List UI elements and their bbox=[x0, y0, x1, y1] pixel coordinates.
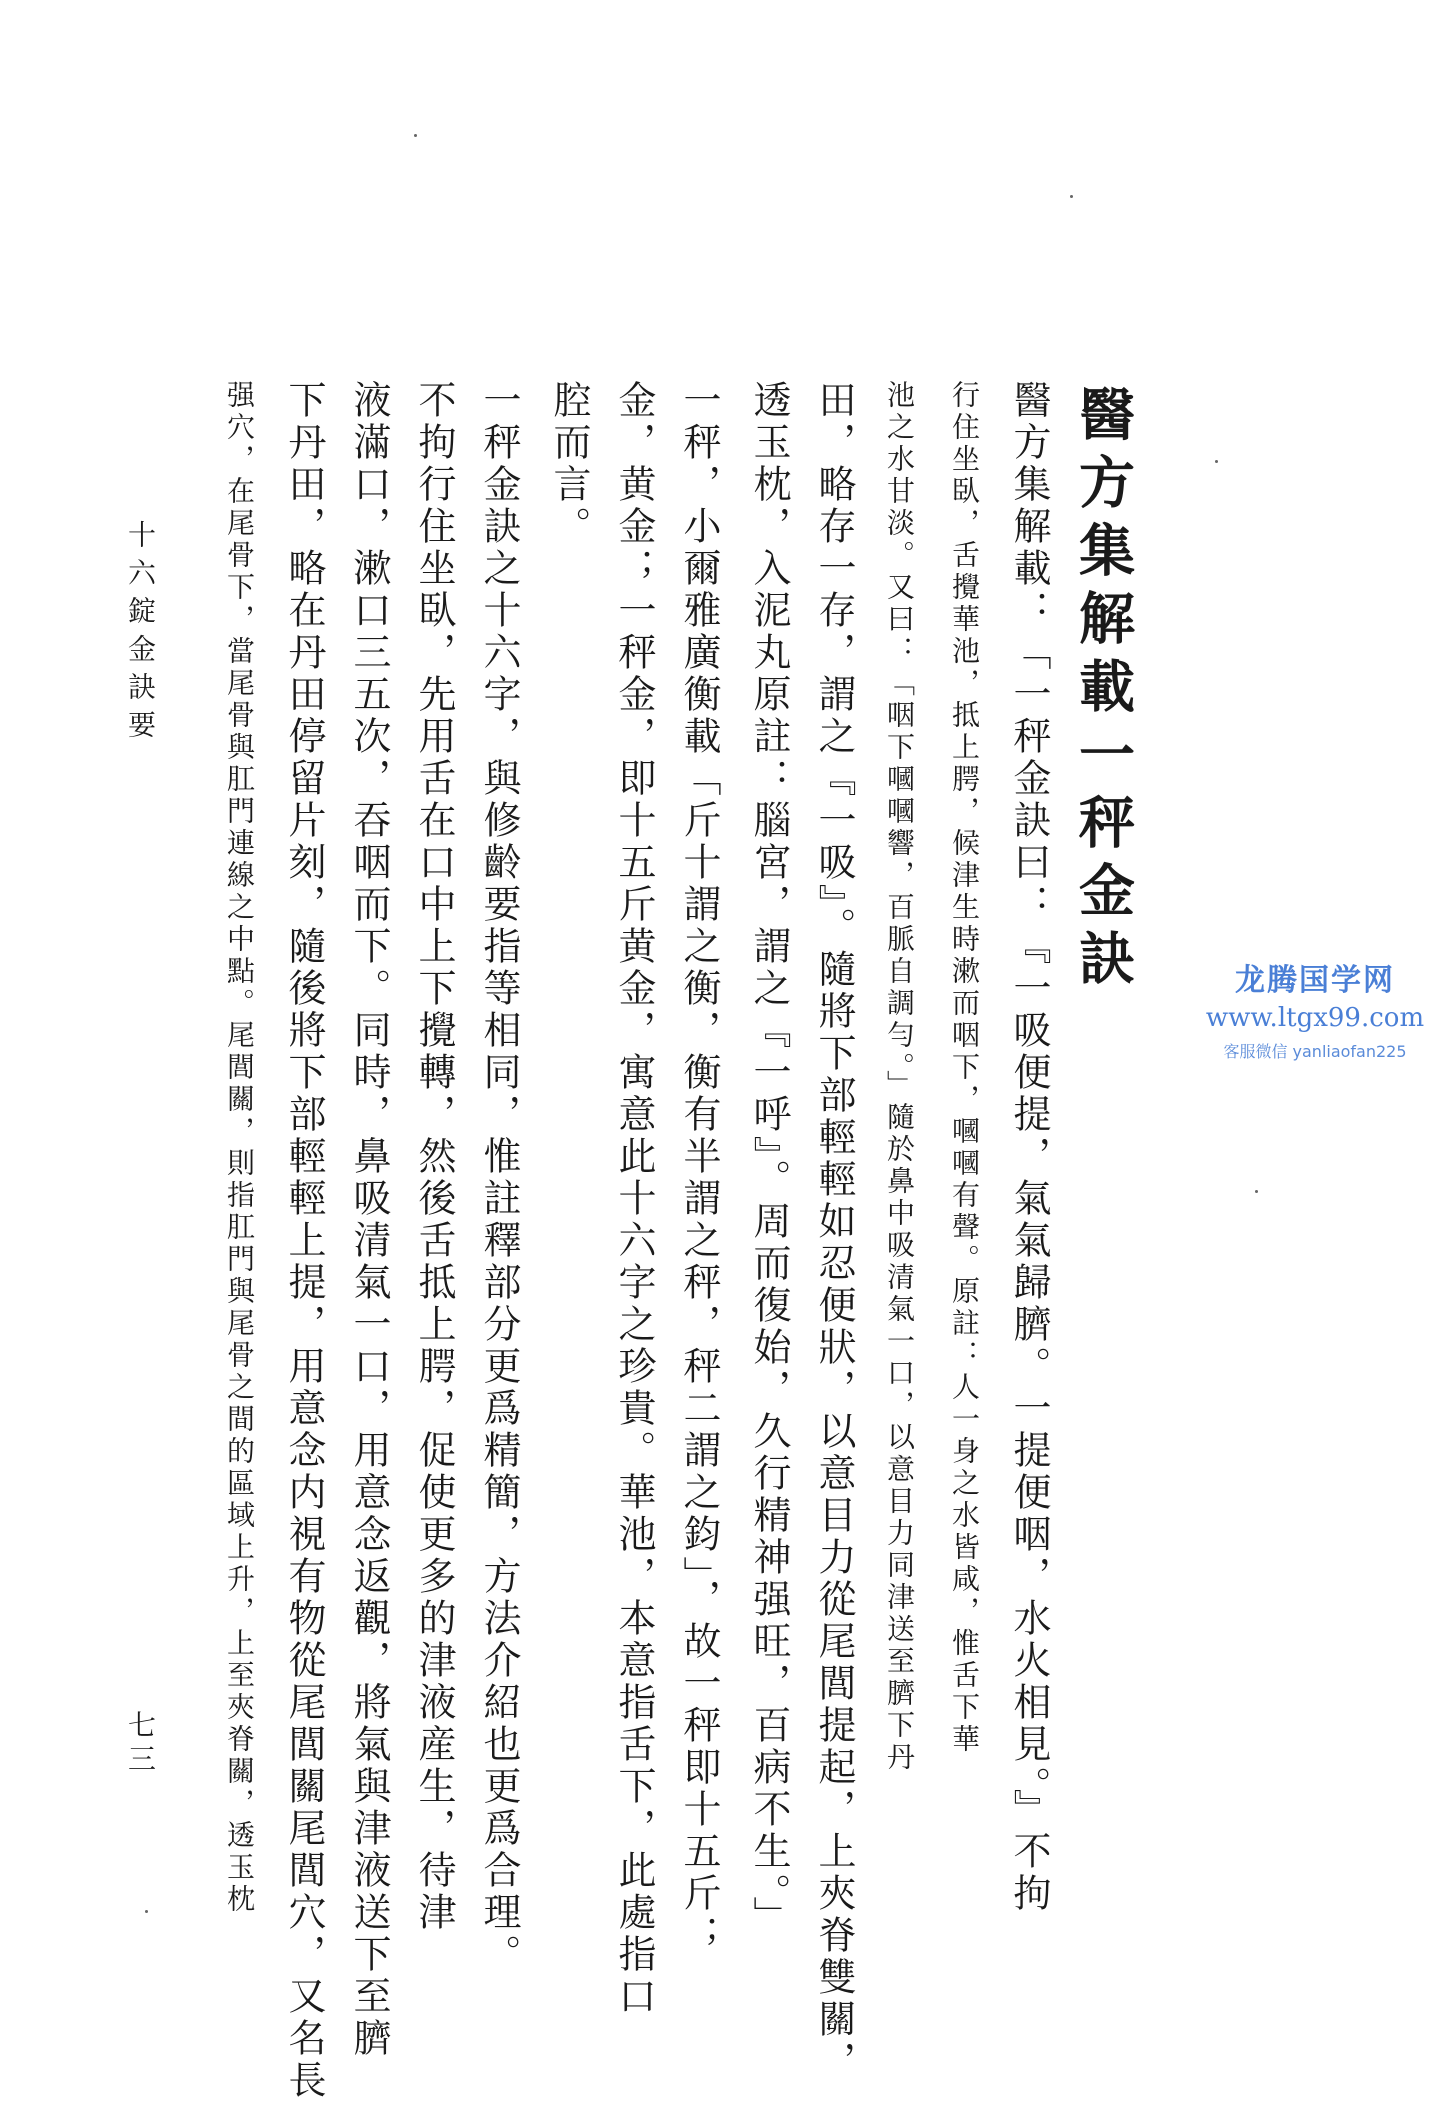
scan-speck bbox=[1070, 195, 1073, 198]
text-column-10: 不拘行住坐臥，先用舌在口中上下攪轉，然後舌抵上腭，促使更多的津液産生，待津 bbox=[412, 380, 456, 1934]
text-column-11: 液滿口，漱口三五次，吞咽而下。同時，鼻吸清氣一口，用意念返觀，將氣與津液送下至臍 bbox=[347, 380, 391, 2060]
page-number: 七三 bbox=[124, 1710, 157, 1778]
page-title: 醫方集解載一秤金訣 bbox=[1070, 385, 1136, 997]
watermark-contact: 客服微信 yanliaofan225 bbox=[1223, 1042, 1407, 1061]
scan-speck bbox=[414, 134, 417, 137]
text-column-7: 金，黄金；一秤金，即十五斤黄金，寓意此十六字之珍貴。華池，本意指舌下，此處指口 bbox=[612, 380, 656, 2018]
text-column-4: 田，略存一存，謂之『一吸』。隨將下部輕輕如忍便狀，以意目力從尾閭提起，上夾脊雙關， bbox=[812, 380, 856, 2083]
scan-speck bbox=[1255, 1190, 1258, 1193]
text-column-13: 强穴，在尾骨下，當尾骨與肛門連線之中點。尾閭關，則指肛門與尾骨之間的區域上升，上至夾脊關，透玉枕 bbox=[223, 380, 256, 1916]
watermark bbox=[1180, 955, 1440, 1062]
scan-speck bbox=[1215, 460, 1218, 463]
text-column-9: 一秤金訣之十六字，與修齡要指等相同，惟註釋部分更爲精簡，方法介紹也更爲合理。 bbox=[477, 380, 521, 1976]
text-column-5: 透玉枕，入泥丸原註：腦宮，謂之『一呼』。周而復始，久行精神强旺，百病不生。」 bbox=[747, 380, 791, 1938]
text-column-8: 腔而言。 bbox=[547, 380, 591, 548]
watermark-title: 龙腾国学网 bbox=[1235, 963, 1395, 998]
text-column-1: 醫方集解載：「一秤金訣曰：『一吸便提，氣氣歸臍。一提便咽，水火相見。』不拘 bbox=[1007, 380, 1051, 1915]
running-head: 十六錠金訣要 bbox=[124, 520, 157, 748]
text-column-12: 下丹田，略在丹田停留片刻，隨後將下部輕輕上提，用意念内視有物從尾閭關尾閭穴，又名長 bbox=[282, 380, 326, 2102]
text-column-2: 行住坐臥，舌攪華池，抵上腭，候津生時漱而咽下，嘓嘓有聲。原註：人一身之水皆咸，惟舌下華 bbox=[948, 380, 981, 1756]
text-column-6: 一秤，小爾雅廣衡載「斤十謂之衡，衡有半謂之秤，秤二謂之鈞」，故一秤即十五斤； bbox=[677, 380, 721, 1957]
scan-speck bbox=[145, 1910, 148, 1913]
watermark-url: www.ltgx99.com bbox=[1205, 1003, 1425, 1033]
text-column-3: 池之水甘淡。又曰：「咽下嘓嘓響，百脈自調勻。」隨於鼻中吸清氣一口，以意目力同津送至臍下丹 bbox=[883, 380, 916, 1774]
